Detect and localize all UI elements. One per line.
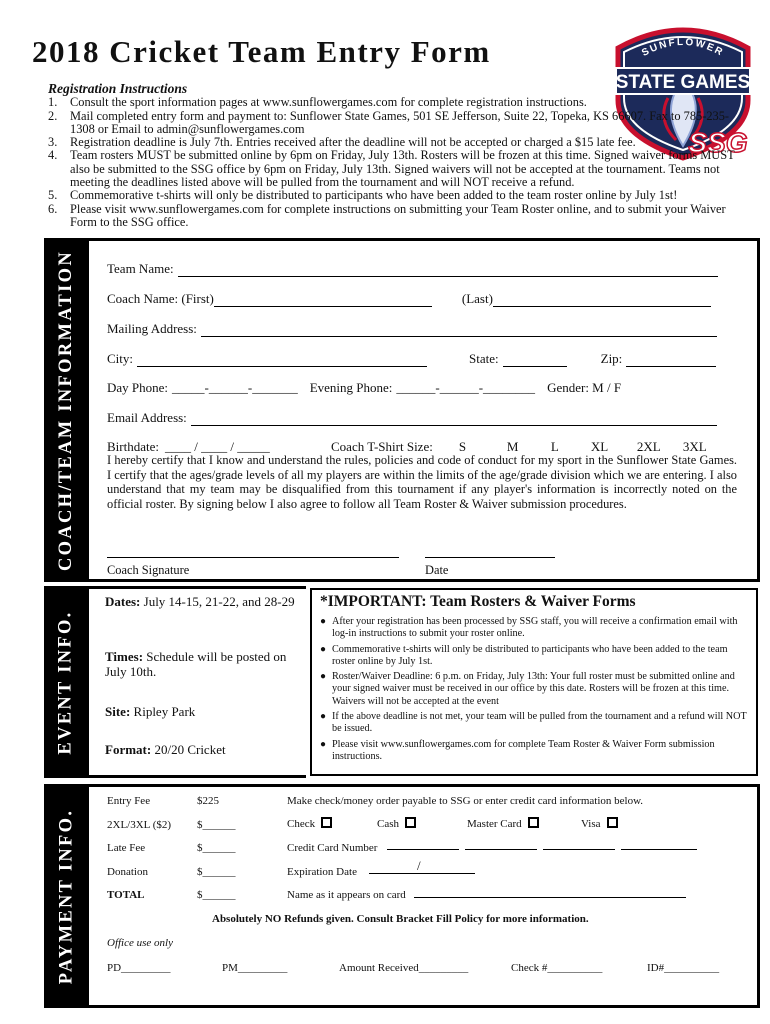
svg-text:SSG: SSG [688, 127, 748, 158]
coach-team-section [44, 238, 760, 582]
name-on-card-label: Name as it appears on card [287, 889, 406, 901]
late-fee-field[interactable]: $______ [197, 842, 236, 854]
check-option[interactable]: Check [287, 817, 332, 830]
state-field[interactable] [503, 355, 567, 367]
city-row [107, 351, 743, 367]
total-label: TOTAL [107, 889, 145, 901]
form-title: 2018 Cricket Team Entry Form [32, 34, 491, 69]
shirt-fee-field[interactable]: $______ [197, 819, 236, 831]
state-label: State: [469, 351, 499, 366]
birthdate-field[interactable]: ____ / ____ / _____ [165, 439, 270, 454]
svg-text:SUNFLOWER: SUNFLOWER [640, 36, 726, 59]
evening-phone-label: Evening Phone: [309, 380, 393, 395]
city-label: City: [107, 351, 134, 366]
expiration-label: Expiration Date [287, 866, 357, 878]
visa-option[interactable]: Visa [581, 817, 618, 830]
coach-team-sidebar: COACH/TEAM INFORMATION [44, 238, 89, 582]
size-option-2xl[interactable]: 2XL [636, 439, 661, 454]
instruction-item: 2. Mail completed entry form and payment to: Sunflower State Games, 501 SE Jefferson, Suite 22, Topeka, KS 66607. Fax to 785-235-1308 or Email to admin@sunflowergames.com [48, 108, 730, 136]
instruction-item: 5. Commemorative t-shirts will only be distributed to participants who have been added to the team roster online by July 1st! [48, 188, 678, 203]
entry-fee-amount: $225 [197, 795, 219, 807]
office-pd-field[interactable]: PD_________ [107, 962, 171, 974]
certification-text: I hereby certify that I know and understand the rules, policies and code of conduct for my sport in the Sunflower State Games. I certify that the ages/grade levels of all my players are within the limits of the age/grade division which we are entering. I also understand that my team may be disqualified from this tournament if any player's information is incorrectly noted on the official roster. By signing below I also agree to follow all Team Roster & Waiver submission procedures. [107, 453, 737, 511]
donation-field[interactable]: $______ [197, 866, 236, 878]
coach-first-field[interactable] [214, 295, 432, 307]
event-site: Site: Ripley Park [105, 704, 196, 719]
mailing-label: Mailing Address: [107, 321, 197, 336]
expiration-field[interactable] [369, 873, 475, 874]
email-field[interactable] [191, 414, 717, 426]
entry-fee-label: Entry Fee [107, 795, 151, 807]
event-times: Times: Schedule will be posted on July 10th. [105, 649, 287, 679]
instruction-item: 1. Consult the sport information pages at www.sunflowergames.com for complete registration instructions. [48, 95, 587, 110]
instruction-item: 6. Please visit www.sunflowergames.com for complete instructions on submitting your Team Roster online, and to submit your Waiver Form to the SSG office. [48, 201, 726, 229]
email-label: Email Address: [107, 410, 187, 425]
coach-signature-field[interactable] [107, 557, 399, 558]
date-label: Date [425, 563, 449, 577]
event-info-sidebar: EVENT INFO. [44, 586, 89, 778]
size-option-s[interactable]: S [458, 439, 467, 454]
size-option-m[interactable]: M [506, 439, 519, 454]
important-item: ● After your registration has been processed by SSG staff, you will receive a confirmation email with log-in instructions to submit your roster online. [320, 616, 738, 640]
office-use-label: Office use only [107, 937, 173, 949]
cc-number-field-1[interactable] [387, 849, 459, 850]
phone-row [107, 380, 743, 396]
important-notice-box [310, 588, 758, 776]
event-format: Format: 20/20 Cricket [105, 742, 226, 757]
cc-number-field-2[interactable] [465, 849, 537, 850]
coach-last-label: (Last) [461, 291, 493, 306]
coach-name-row [107, 291, 743, 307]
coach-signature-label: Coach Signature [107, 563, 190, 577]
mastercard-checkbox[interactable] [528, 817, 539, 828]
zip-field[interactable] [626, 355, 716, 367]
day-phone-label: Day Phone: [107, 380, 169, 395]
instructions-heading: Registration Instructions [48, 81, 188, 96]
team-name-label: Team Name: [107, 261, 174, 276]
evening-phone-field[interactable]: ______-______-________ [396, 380, 536, 395]
instruction-item: 3. Registration deadline is July 7th. Entries received after the deadline will not be accepted or charged a $15 late fee. [48, 135, 636, 150]
birthdate-label: Birthdate: [107, 439, 159, 454]
size-option-l[interactable]: L [550, 439, 559, 454]
total-field[interactable]: $______ [197, 889, 236, 901]
bullet-icon: ● [320, 711, 327, 723]
important-title: *IMPORTANT: Team Rosters & Waiver Forms [320, 593, 636, 610]
cash-option[interactable]: Cash [377, 817, 416, 830]
office-amount-field[interactable]: Amount Received_________ [339, 962, 469, 974]
payment-instruction: Make check/money order payable to SSG or enter credit card information below. [287, 795, 644, 807]
zip-label: Zip: [600, 351, 623, 366]
expiration-slash: / [417, 858, 421, 873]
mailing-field[interactable] [201, 325, 717, 337]
refund-notice: Absolutely NO Refunds given. Consult Bracket Fill Policy for more information. [212, 913, 589, 925]
city-field[interactable] [137, 355, 427, 367]
coach-last-field[interactable] [493, 295, 711, 307]
important-item: ● Commemorative t-shirts will only be distributed to participants who have been added to the team roster online by July 1st. [320, 643, 728, 667]
cash-checkbox[interactable] [405, 817, 416, 828]
tshirt-label: Coach T-Shirt Size: [331, 439, 433, 454]
instruction-item: 4. Team rosters MUST be submitted online by 6pm on Friday, July 13th. Rosters will be frozen at this time. Signed waiver forms MUST also be submitted to the SSG office by 6pm on Friday, July 13th. Signed waivers will not be accepted at the tournament. Teams not meeting the deadlines listed above will be pulled from the tournament and will NOT receive a refund. [48, 148, 735, 190]
event-dates: Dates: July 14-15, 21-22, and 28-29 [105, 594, 295, 609]
check-checkbox[interactable] [321, 817, 332, 828]
name-on-card-field[interactable] [414, 897, 686, 898]
shirt-fee-label: 2XL/3XL ($2) [107, 819, 172, 831]
bullet-icon: ● [320, 671, 327, 683]
team-name-field[interactable] [178, 265, 718, 277]
coach-first-label: Coach Name: (First) [107, 291, 214, 306]
cc-number-field-4[interactable] [621, 849, 697, 850]
team-name-row [107, 261, 743, 277]
bullet-icon: ● [320, 616, 327, 627]
late-fee-label: Late Fee [107, 842, 146, 854]
office-id-field[interactable]: ID#__________ [647, 962, 720, 974]
email-row [107, 410, 743, 426]
donation-label: Donation [107, 866, 148, 878]
payment-info-sidebar: PAYMENT INFO. [44, 784, 89, 1008]
office-check-field[interactable]: Check #__________ [511, 962, 603, 974]
bullet-icon: ● [320, 643, 327, 655]
gender-field[interactable]: Gender: M / F [547, 380, 622, 395]
visa-checkbox[interactable] [607, 817, 618, 828]
cc-number-label: Credit Card Number [287, 842, 378, 854]
day-phone-field[interactable]: _____-______-_______ [172, 380, 298, 395]
important-item: ● Please visit www.sunflowergames.com for complete Team Roster & Waiver Form submission instructions. [320, 738, 715, 762]
cc-number-field-3[interactable] [543, 849, 615, 850]
size-option-xl[interactable]: XL [590, 439, 609, 454]
bullet-icon: ● [320, 738, 327, 750]
svg-text:STATE GAMES: STATE GAMES [615, 72, 751, 93]
mastercard-option[interactable]: Master Card [467, 817, 539, 830]
mailing-row [107, 321, 743, 337]
date-field[interactable] [425, 557, 555, 558]
important-item: ● Roster/Waiver Deadline: 6 p.m. on Friday, July 13th: Your full roster must be submitted online and your signed waiver must be received in our office by this date. Rosters will be frozen at this time. Waivers will not be accepted at the event [320, 671, 735, 707]
registration-instructions [48, 82, 738, 229]
size-option-3xl[interactable]: 3XL [682, 439, 707, 454]
payment-info-section [44, 784, 760, 1008]
office-pm-field[interactable]: PM_________ [222, 962, 288, 974]
important-item: ● If the above deadline is not met, your team will be pulled from the tournament and a refund will NOT be issued. [320, 711, 747, 735]
